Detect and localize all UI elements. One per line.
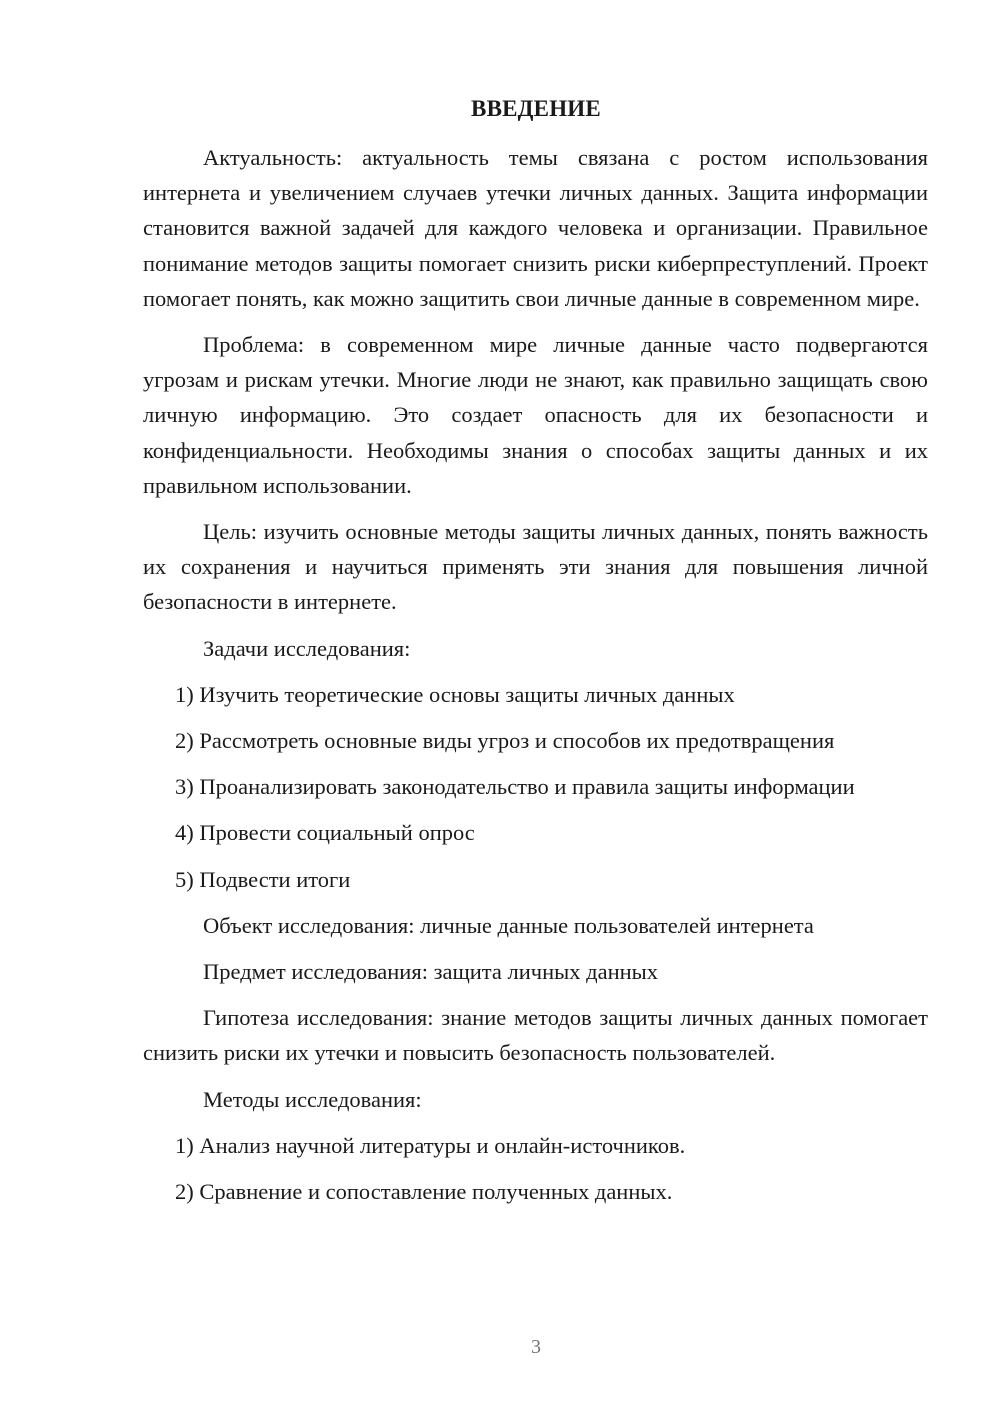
method-item-1: 1) Анализ научной литературы и онлайн-источников. xyxy=(175,1132,686,1158)
relevance-paragraph: Актуальность: актуальность темы связана с ростом использования интернета и увеличением случаев утечки личных данных. Защита информации становится важной задачей для каждого человека и организации. Правильное понимание методов защиты помогает снизить риски киберпреступлений. Проект помогает понять, как можно защитить свои личные данные в современном мире. xyxy=(143,145,928,311)
page-title: ВВЕДЕНИЕ xyxy=(471,96,601,121)
object-paragraph: Объект исследования: личные данные пользователей интернета xyxy=(203,912,814,938)
goal-paragraph: Цель: изучить основные методы защиты личных данных, понять важность их сохранения и научиться применять эти знания для повышения личной безопасности в интернете. xyxy=(143,519,928,615)
task-item-4: 4) Провести социальный опрос xyxy=(175,820,475,846)
page-number: 3 xyxy=(531,1336,541,1358)
problem-paragraph: Проблема: в современном мире личные данные часто подвергаются угрозам и рискам утечки. Многие люди не знают, как правильно защищать свою личную информацию. Это создает опасность для их безопасности и конфиденциальности. Необходимы знания о способах защиты данных и их правильном использовании. xyxy=(143,332,928,498)
tasks-heading: Задачи исследования: xyxy=(203,635,411,661)
hypothesis-paragraph: Гипотеза исследования: знание методов защиты личных данных помогает снизить риски их утечки и повысить безопасность пользователей. xyxy=(143,1005,928,1066)
task-item-5: 5) Подвести итоги xyxy=(175,866,351,892)
subject-paragraph: Предмет исследования: защита личных данных xyxy=(203,959,659,985)
document-body xyxy=(143,140,928,1220)
method-item-2: 2) Сравнение и сопоставление полученных данных. xyxy=(175,1179,673,1205)
methods-heading: Методы исследования: xyxy=(203,1086,422,1112)
task-item-1: 1) Изучить теоретические основы защиты личных данных xyxy=(175,681,735,707)
task-item-2: 2) Рассмотреть основные виды угроз и способов их предотвращения xyxy=(175,728,835,754)
task-item-3: 3) Проанализировать законодательство и правила защиты информации xyxy=(175,774,855,800)
